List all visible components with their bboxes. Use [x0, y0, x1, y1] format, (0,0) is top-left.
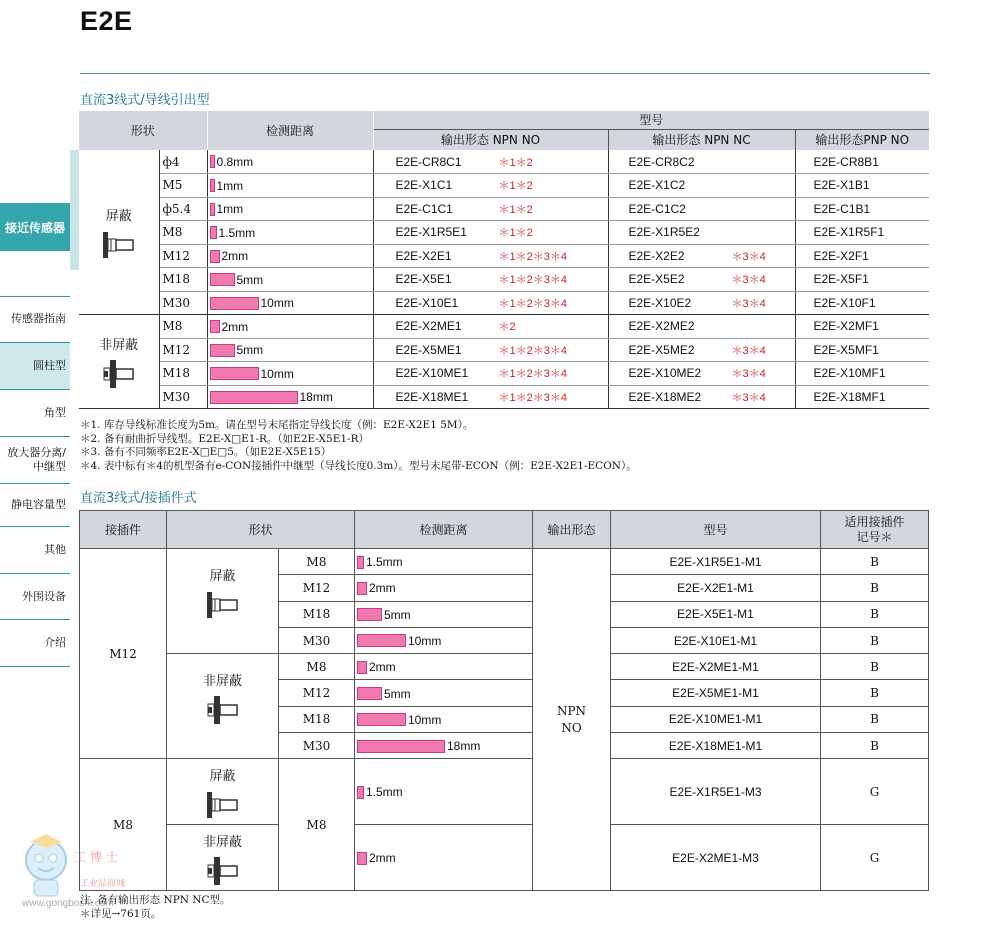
size-cell: M18	[279, 706, 355, 732]
distance-bar	[210, 226, 217, 239]
npn-no-cell	[373, 338, 608, 362]
header-output: 输出形态	[533, 511, 611, 549]
shape-label: 非屏蔽	[202, 674, 242, 690]
watermark-sub: 工业品商城	[80, 878, 126, 888]
model-cell: E2E-X1R5E1-M1	[611, 549, 821, 575]
model-npn-no: E2E-CR8C1	[395, 154, 462, 169]
shape-cell	[167, 654, 279, 759]
size-cell: M8	[159, 315, 207, 339]
distance-cell	[355, 733, 533, 759]
sidebar-item-6[interactable]: 外围设备	[22, 589, 66, 603]
unshielded-sensor-icon	[206, 695, 240, 725]
unshielded-sensor-icon	[102, 359, 136, 389]
model-notes: ＊3＊4	[731, 297, 766, 310]
header-connector: 接插件	[80, 511, 167, 549]
distance-label: 1.5mm	[366, 785, 403, 800]
adapter-code: B	[821, 680, 929, 706]
distance-label: 2mm	[369, 660, 396, 675]
model-notes: ＊2	[498, 321, 516, 334]
distance-label: 5mm	[236, 343, 264, 358]
distance-bar	[210, 367, 259, 380]
footnote: ＊详见→761页。	[80, 907, 162, 920]
npn-no-cell	[373, 197, 608, 221]
watermark-url: www.gongboshi.com	[22, 898, 114, 909]
table-row	[79, 362, 929, 386]
connector-model-table	[79, 510, 929, 891]
distance-cell	[207, 338, 373, 362]
adapter-code: B	[821, 575, 929, 601]
npn-nc-cell	[608, 315, 795, 339]
section1-footnotes	[80, 419, 637, 473]
table-row	[79, 268, 929, 292]
header-npn-nc: 输出形态 NPN NC	[608, 129, 795, 150]
footnote: ＊3. 备有不同频率E2E-X□E□5。（如E2E-X5E15）	[80, 446, 332, 458]
size-cell: ф4	[159, 150, 207, 174]
size-cell: M12	[279, 680, 355, 706]
npn-nc-cell	[608, 244, 795, 268]
shape-cell	[167, 549, 279, 654]
adapter-code: B	[821, 733, 929, 759]
table-row	[79, 315, 929, 339]
model-cell: E2E-X5ME1-M1	[611, 680, 821, 706]
model-notes: ＊3＊4	[731, 250, 766, 263]
distance-cell	[355, 575, 533, 601]
table-row	[80, 759, 929, 825]
npn-no-cell	[373, 150, 608, 174]
section2-title: 直流3线式/接插件式	[80, 491, 197, 506]
sidebar-divider	[0, 666, 70, 667]
model-npn-nc: E2E-X1R5E2	[628, 225, 700, 240]
shielded-sensor-icon	[206, 790, 240, 820]
npn-no-cell	[373, 315, 608, 339]
title-divider	[80, 73, 930, 74]
header-shape: 形状	[79, 111, 207, 150]
distance-cell	[207, 268, 373, 292]
model-npn-no: E2E-X1C1	[395, 178, 453, 193]
model-pnp-no: E2E-X2F1	[795, 244, 929, 268]
mascot-logo	[16, 832, 76, 902]
model-cell: E2E-X10E1-M1	[611, 627, 821, 653]
model-npn-no: E2E-C1C1	[395, 201, 453, 216]
npn-nc-cell	[608, 150, 795, 174]
model-npn-no: E2E-X2E1	[395, 248, 452, 263]
model-pnp-no: E2E-X10F1	[795, 291, 929, 315]
distance-cell	[355, 706, 533, 732]
size-cell: M8	[279, 759, 355, 891]
table-row	[79, 291, 929, 315]
header-distance-2: 检测距离	[355, 511, 533, 549]
adapter-code: B	[821, 627, 929, 653]
model-cell: E2E-X1R5E1-M3	[611, 759, 821, 825]
distance-cell	[207, 315, 373, 339]
adapter-code: B	[821, 654, 929, 680]
model-npn-nc: E2E-CR8C2	[628, 154, 695, 169]
size-cell: M30	[279, 627, 355, 653]
npn-nc-cell	[608, 174, 795, 198]
model-pnp-no: E2E-X1R5F1	[795, 221, 929, 245]
model-pnp-no: E2E-C1B1	[795, 197, 929, 221]
npn-nc-cell	[608, 362, 795, 386]
distance-label: 2mm	[221, 319, 249, 334]
distance-bar	[357, 634, 406, 647]
model-npn-nc: E2E-X2E2	[628, 248, 685, 263]
table-row	[79, 197, 929, 221]
distance-label: 0.8mm	[216, 154, 254, 169]
footnote: 注. 备有输出形态 NPN NC型。	[80, 894, 231, 906]
adapter-code: B	[821, 601, 929, 627]
npn-nc-cell	[608, 385, 795, 409]
connector-m12: M12	[80, 549, 167, 759]
distance-bar	[357, 786, 364, 799]
distance-bar	[210, 297, 259, 310]
size-cell: M18	[159, 362, 207, 386]
model-npn-nc: E2E-X5E2	[628, 272, 685, 287]
distance-bar	[357, 608, 382, 621]
distance-cell	[355, 627, 533, 653]
npn-nc-cell	[608, 268, 795, 292]
header-npn-no: 输出形态 NPN NO	[373, 129, 608, 150]
npn-nc-cell	[608, 338, 795, 362]
distance-cell	[355, 654, 533, 680]
model-npn-no: E2E-X18ME1	[395, 389, 469, 404]
distance-label: 2mm	[221, 249, 249, 264]
shape-label: 屏蔽	[105, 208, 132, 224]
size-cell: M8	[279, 549, 355, 575]
sidebar-item-7[interactable]: 介绍	[44, 636, 66, 649]
adapter-code: G	[821, 759, 929, 825]
distance-label: 1.5mm	[218, 225, 256, 240]
header-distance: 检测距离	[207, 111, 373, 150]
model-npn-nc: E2E-C1C2	[628, 201, 686, 216]
page-title: E2E	[80, 6, 133, 36]
sidebar-item-2[interactable]: 角型	[44, 406, 66, 419]
distance-bar	[357, 740, 445, 753]
distance-cell	[207, 385, 373, 409]
shielded-sensor-icon	[102, 230, 136, 260]
model-cell: E2E-X2ME1-M1	[611, 654, 821, 680]
model-cell: E2E-X10ME1-M1	[611, 706, 821, 732]
shielded-sensor-icon	[206, 590, 240, 620]
model-cell: E2E-X5E1-M1	[611, 601, 821, 627]
size-cell: M8	[279, 654, 355, 680]
shape-label: 非屏蔽	[99, 338, 139, 353]
distance-label: 5mm	[236, 272, 264, 287]
model-npn-nc: E2E-X5ME2	[628, 342, 695, 357]
footnote: ＊1. 库存导线标准长度为5m。请在型号末尾指定导线长度（例：E2E-X2E1 5M）。	[80, 419, 474, 431]
table-row	[80, 825, 929, 891]
npn-no-cell	[373, 362, 608, 386]
distance-label: 5mm	[384, 686, 411, 701]
watermark-brand: 工博士	[74, 850, 123, 864]
distance-bar	[210, 273, 235, 286]
model-pnp-no: E2E-CR8B1	[795, 150, 929, 174]
distance-bar	[210, 320, 220, 333]
footnote: ＊4. 表中标有＊4的机型备有e-CON接插件中继型（导线长度0.3m）。型号末尾带-ECON（例：E2E-X2E1-ECON）。	[80, 459, 637, 472]
size-cell: M30	[279, 733, 355, 759]
table-row	[79, 338, 929, 362]
shape-label: 屏蔽	[209, 769, 236, 785]
distance-label: 1mm	[216, 178, 244, 193]
model-npn-nc: E2E-X2ME2	[628, 319, 695, 334]
distance-cell	[207, 244, 373, 268]
size-cell: M30	[159, 385, 207, 409]
model-notes: ＊1＊2＊3＊4	[498, 344, 567, 357]
distance-cell	[207, 362, 373, 386]
size-cell: M12	[279, 575, 355, 601]
model-npn-nc: E2E-X1C2	[628, 178, 686, 193]
shape-cell	[79, 150, 159, 315]
shape-cell	[167, 759, 279, 825]
distance-bar	[210, 250, 220, 263]
distance-label: 18mm	[299, 390, 333, 405]
model-notes: ＊1＊2	[498, 156, 533, 169]
header-model: 型号	[373, 111, 929, 129]
model-notes: ＊3＊4	[731, 274, 766, 287]
adapter-code: G	[821, 825, 929, 891]
distance-cell	[355, 549, 533, 575]
distance-bar	[210, 391, 298, 404]
model-pnp-no: E2E-X1B1	[795, 174, 929, 198]
distance-bar	[210, 179, 215, 192]
unshielded-sensor-icon	[206, 856, 240, 886]
watermark	[8, 832, 158, 917]
distance-cell	[207, 197, 373, 221]
shape-label: 非屏蔽	[202, 835, 242, 851]
header-model-2: 型号	[611, 511, 821, 549]
distance-cell	[207, 291, 373, 315]
npn-no-cell	[373, 291, 608, 315]
distance-label: 1.5mm	[366, 555, 403, 570]
shape-cell	[79, 315, 159, 409]
model-notes: ＊3＊4	[731, 368, 766, 381]
model-npn-no: E2E-X5E1	[395, 272, 452, 287]
distance-bar	[357, 661, 367, 674]
model-notes: ＊3＊4	[731, 344, 766, 357]
npn-no-cell	[373, 385, 608, 409]
table-row	[79, 150, 929, 174]
distance-cell	[355, 759, 533, 825]
sidebar-item-4[interactable]: 静电容量型	[11, 498, 66, 511]
footnote: ＊2. 备有耐曲折导线型。E2E-X□E1-R。（如E2E-X5E1-R）	[80, 432, 370, 445]
model-pnp-no: E2E-X10MF1	[795, 362, 929, 386]
size-cell: M12	[159, 338, 207, 362]
model-notes: ＊1＊2＊3＊4	[498, 391, 567, 404]
distance-label: 2mm	[369, 851, 396, 866]
header-pnp-no: 输出形态PNP NO	[795, 129, 929, 150]
model-npn-no: E2E-X10E1	[395, 295, 459, 310]
model-cell: E2E-X2ME1-M3	[611, 825, 821, 891]
sidebar-item-3[interactable]: 放大器分离/ 中继型	[7, 446, 66, 473]
sidebar-active-tab[interactable]: 接近传感器	[0, 203, 70, 251]
distance-cell	[355, 680, 533, 706]
size-cell: ф5.4	[159, 197, 207, 221]
npn-nc-cell	[608, 197, 795, 221]
model-pnp-no: E2E-X18MF1	[795, 385, 929, 409]
distance-bar	[357, 852, 367, 865]
model-pnp-no: E2E-X5MF1	[795, 338, 929, 362]
shape-cell	[167, 825, 279, 891]
distance-bar	[210, 155, 215, 168]
distance-label: 1mm	[216, 202, 244, 217]
header-shape-2: 形状	[167, 511, 355, 549]
npn-no-cell	[373, 221, 608, 245]
npn-no-cell	[373, 174, 608, 198]
distance-bar	[210, 203, 215, 216]
model-notes: ＊1＊2	[498, 227, 533, 240]
adapter-code: B	[821, 549, 929, 575]
distance-cell	[207, 174, 373, 198]
model-npn-no: E2E-X2ME1	[395, 319, 462, 334]
sidebar-item-5[interactable]: 其他	[44, 543, 66, 556]
size-cell: M18	[159, 268, 207, 292]
npn-no-cell	[373, 268, 608, 292]
npn-nc-cell	[608, 221, 795, 245]
model-npn-nc: E2E-X18ME2	[628, 389, 702, 404]
sidebar-tab-strip	[70, 150, 79, 270]
distance-cell	[355, 825, 533, 891]
model-cell: E2E-X18ME1-M1	[611, 733, 821, 759]
sidebar-item-1[interactable]: 圆柱型	[0, 343, 70, 389]
distance-label: 10mm	[408, 633, 442, 648]
sidebar-item-0[interactable]: 传感器指南	[11, 312, 66, 325]
wired-model-table	[79, 111, 929, 409]
distance-label: 2mm	[369, 581, 396, 596]
distance-label: 10mm	[260, 366, 294, 381]
table-row	[79, 244, 929, 268]
output-type: NPN NO	[533, 549, 611, 891]
table-row	[79, 174, 929, 198]
model-npn-nc: E2E-X10E2	[628, 295, 692, 310]
distance-label: 5mm	[384, 607, 411, 622]
distance-bar	[357, 713, 406, 726]
table-row	[79, 221, 929, 245]
distance-cell	[355, 601, 533, 627]
size-cell: M8	[159, 221, 207, 245]
model-notes: ＊1＊2＊3＊4	[498, 297, 567, 310]
model-notes: ＊1＊2＊3＊4	[498, 368, 567, 381]
distance-cell	[207, 150, 373, 174]
model-notes: ＊1＊2＊3＊4	[498, 250, 567, 263]
model-cell: E2E-X2E1-M1	[611, 575, 821, 601]
connector-m8: M8	[80, 759, 167, 891]
npn-nc-cell	[608, 291, 795, 315]
table-row	[80, 654, 929, 680]
model-notes: ＊1＊2＊3＊4	[498, 274, 567, 287]
size-cell: M12	[159, 244, 207, 268]
distance-label: 18mm	[447, 739, 481, 754]
model-notes: ＊3＊4	[731, 391, 766, 404]
model-notes: ＊1＊2	[498, 180, 533, 193]
size-cell: M30	[159, 291, 207, 315]
distance-bar	[357, 556, 364, 569]
model-pnp-no: E2E-X5F1	[795, 268, 929, 292]
header-adapter: 适用接插件 记号＊	[821, 511, 929, 549]
distance-label: 10mm	[260, 296, 294, 311]
model-notes: ＊1＊2	[498, 203, 533, 216]
distance-bar	[357, 687, 382, 700]
distance-bar	[357, 582, 367, 595]
size-cell: M5	[159, 174, 207, 198]
model-pnp-no: E2E-X2MF1	[795, 315, 929, 339]
size-cell: M18	[279, 601, 355, 627]
distance-bar	[210, 344, 235, 357]
npn-no-cell	[373, 244, 608, 268]
section1-title: 直流3线式/导线引出型	[80, 93, 210, 108]
shape-label: 屏蔽	[209, 569, 236, 584]
model-npn-no: E2E-X10ME1	[395, 366, 469, 381]
model-npn-no: E2E-X1R5E1	[395, 225, 467, 240]
distance-label: 10mm	[408, 712, 442, 727]
adapter-code: B	[821, 706, 929, 732]
distance-cell	[207, 221, 373, 245]
table-row	[80, 549, 929, 575]
model-npn-no: E2E-X5ME1	[395, 342, 462, 357]
table-row	[79, 385, 929, 409]
model-npn-nc: E2E-X10ME2	[628, 366, 702, 381]
